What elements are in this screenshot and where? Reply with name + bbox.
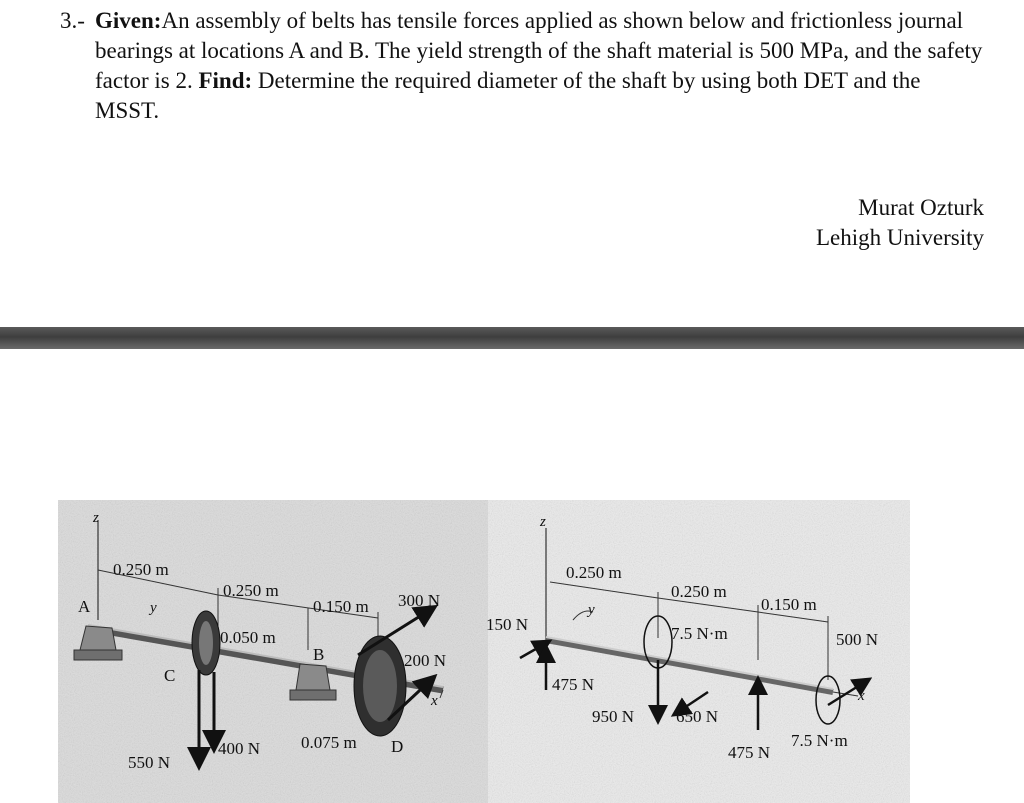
left-dim-2: 0.250 m — [223, 581, 279, 600]
point-b-label: B — [313, 645, 325, 664]
right-force-1: 150 N — [486, 615, 529, 634]
find-label: Find: — [198, 68, 253, 93]
figure-svg — [58, 500, 910, 803]
left-force-3: 400 N — [218, 739, 261, 758]
find-text: Determine the required diameter of the shaft by using both DET and the MSST. — [95, 68, 921, 123]
left-force-2: 200 N — [404, 651, 447, 670]
right-axis-z-label: z — [540, 514, 546, 530]
right-axis-y-label: y — [588, 602, 595, 618]
author-affiliation: Lehigh University — [816, 225, 984, 250]
right-force-3: 950 N — [592, 707, 635, 726]
right-force-6: 500 N — [836, 630, 879, 649]
right-force-4: 650 N — [676, 707, 719, 726]
left-dim-3: 0.150 m — [313, 597, 369, 616]
right-axis-x-label: x — [858, 688, 865, 704]
right-torque-2: 7.5 N·m — [791, 731, 848, 750]
left-dim-1: 0.250 m — [113, 560, 169, 579]
left-force-4: 550 N — [128, 753, 171, 772]
left-axis-x-label: x — [431, 693, 438, 709]
problem-statement — [60, 6, 990, 126]
bearing-a — [80, 626, 116, 650]
right-force-2: 475 N — [552, 675, 595, 694]
divider-bar — [0, 327, 1024, 349]
point-d-label: D — [391, 737, 404, 756]
left-axis-z-label: z — [93, 510, 99, 526]
right-force-5: 475 N — [728, 743, 771, 762]
given-label: Given: — [95, 8, 162, 33]
problem-number: 3.- — [60, 8, 85, 33]
bearing-b — [296, 664, 330, 690]
left-dim-5: 0.075 m — [301, 733, 357, 752]
given-text: An assembly of belts has tensile forces applied as shown below and frictionless journal bearings at locations A and B. The yield strength of the shaft material is 500 MPa, and the safety factor is 2. — [95, 8, 983, 93]
right-dim-1: 0.250 m — [566, 563, 622, 582]
left-axis-y-label: y — [150, 600, 157, 616]
author-name: Murat Ozturk — [858, 195, 984, 220]
author-block — [816, 193, 984, 253]
right-dim-2: 0.250 m — [671, 582, 727, 601]
point-a-label: A — [78, 597, 91, 616]
shaft-figure — [58, 500, 910, 803]
right-dim-3: 0.150 m — [761, 595, 817, 614]
left-dim-4: 0.050 m — [220, 628, 276, 647]
left-force-1: 300 N — [398, 591, 441, 610]
problem-body — [95, 6, 990, 126]
point-c-label: C — [164, 666, 176, 685]
right-torque-1: 7.5 N·m — [671, 624, 728, 643]
